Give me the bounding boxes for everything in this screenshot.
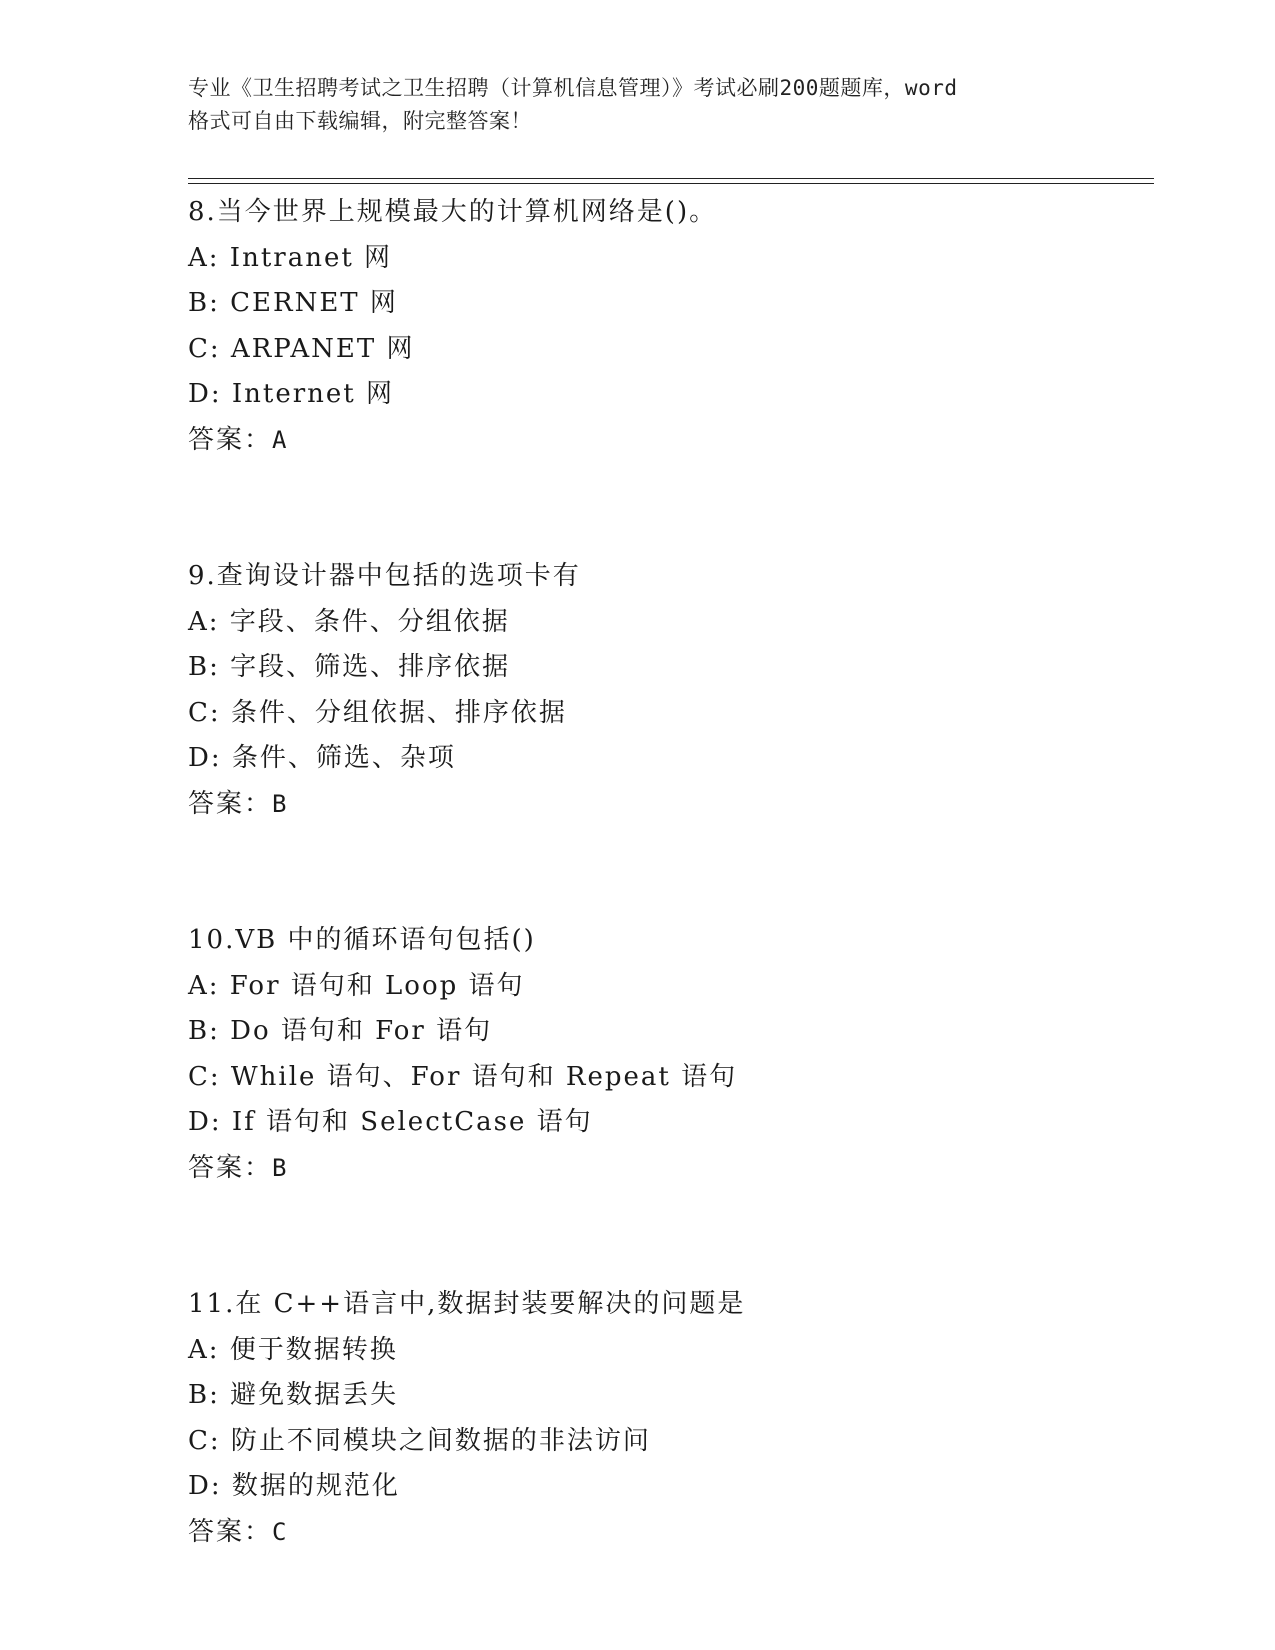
option-c: C: While 语句、For 语句和 Repeat 语句 (188, 1061, 738, 1092)
option-c: C: 条件、分组依据、排序依据 (188, 697, 567, 728)
option-d: D: If 语句和 SelectCase 语句 (188, 1107, 593, 1137)
header-line-1: 专业《卫生招聘考试之卫生招聘（计算机信息管理）》考试必刷200题题库，word (188, 76, 958, 100)
answer-line (188, 782, 1154, 828)
answer-label: 答案： (188, 1152, 273, 1183)
answer-line (188, 418, 1154, 464)
option-c: C: 防止不同模块之间数据的非法访问 (188, 1425, 651, 1456)
question-item (188, 918, 1154, 1191)
question-list (188, 190, 1154, 1555)
question-item (188, 190, 1154, 463)
option-d: D: 条件、筛选、杂项 (188, 743, 456, 773)
option-d: D: Internet 网 (188, 379, 394, 409)
answer-value: C (272, 1517, 287, 1546)
answer-value: B (272, 789, 287, 818)
answer-line (188, 1146, 1154, 1192)
question-stem: 8.当今世界上规模最大的计算机网络是()。 (188, 197, 718, 227)
answer-label: 答案： (188, 1516, 273, 1547)
answer-label: 答案： (188, 788, 273, 819)
answer-line (188, 1510, 1154, 1556)
option-b: B: CERNET 网 (188, 288, 398, 318)
option-b: B: 字段、筛选、排序依据 (188, 652, 511, 682)
header-divider-bottom (188, 183, 1154, 184)
option-b: B: Do 语句和 For 语句 (188, 1016, 493, 1046)
option-c: C: ARPANET 网 (188, 333, 415, 364)
option-b: B: 避免数据丢失 (188, 1380, 399, 1410)
question-stem: 10.VB 中的循环语句包括() (188, 925, 536, 955)
question-item (188, 1282, 1154, 1555)
option-a: A: 便于数据转换 (188, 1334, 398, 1365)
document-header (188, 72, 1088, 138)
question-stem: 11.在 C++语言中,数据封装要解决的问题是 (188, 1289, 746, 1319)
option-a: A: For 语句和 Loop 语句 (188, 970, 525, 1001)
option-a: A: Intranet 网 (188, 242, 393, 273)
option-a: A: 字段、条件、分组依据 (188, 606, 510, 637)
answer-value: B (272, 1153, 287, 1182)
question-stem: 9.查询设计器中包括的选项卡有 (188, 561, 581, 591)
header-line-2: 格式可自由下载编辑，附完整答案！ (188, 109, 532, 133)
option-d: D: 数据的规范化 (188, 1471, 400, 1501)
answer-label: 答案： (188, 424, 273, 455)
question-item (188, 554, 1154, 827)
answer-value: A (272, 425, 287, 454)
header-divider-top (188, 178, 1154, 179)
